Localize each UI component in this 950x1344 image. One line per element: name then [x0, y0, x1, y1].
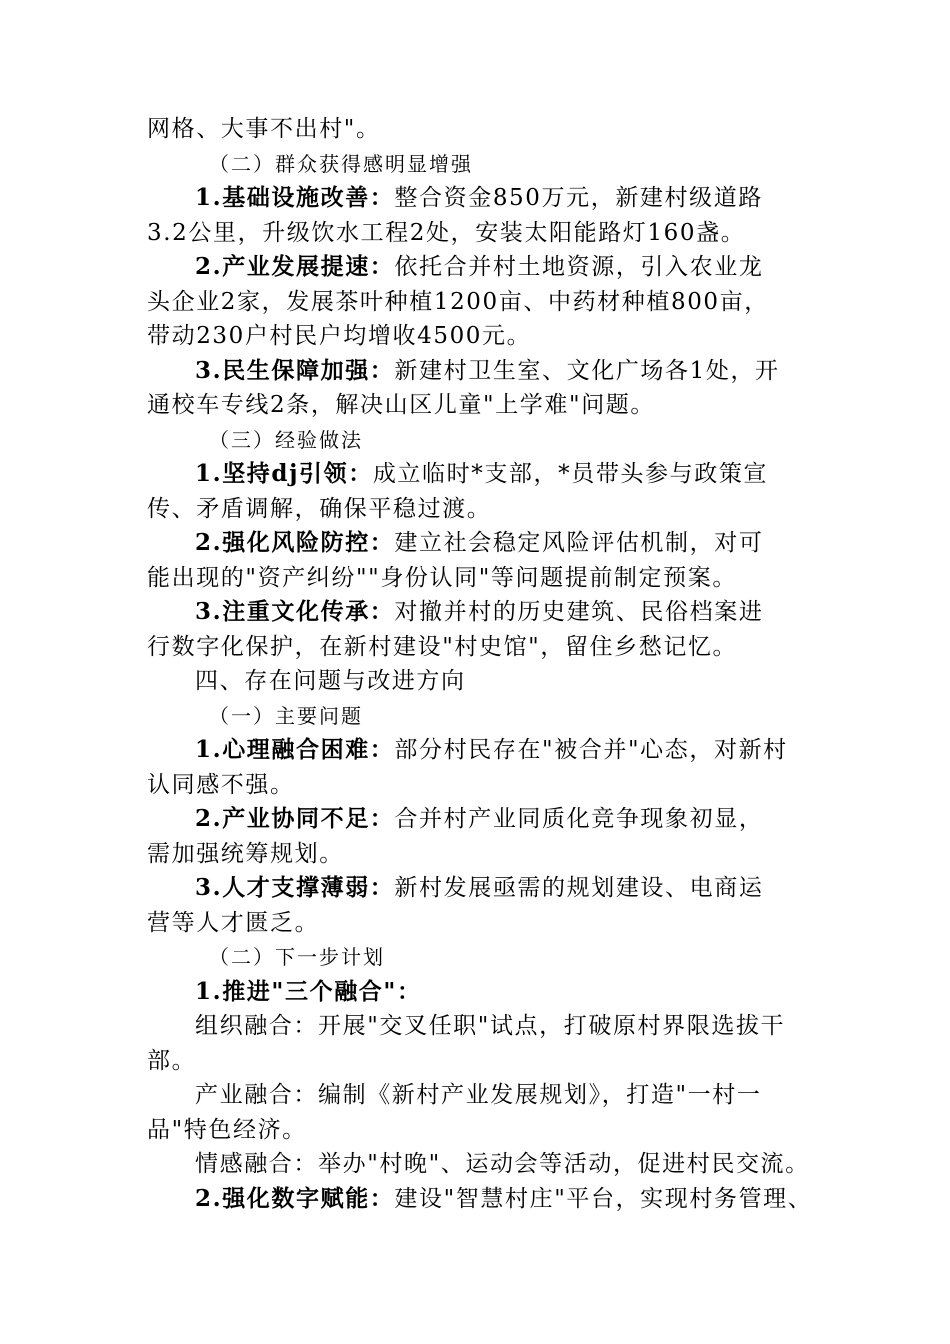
paragraph-line: 通校车专线2条，解决山区儿童"上学难"问题。 [147, 392, 655, 418]
item-text: 部分村民存在"被合并"心态，对新村 [394, 737, 788, 763]
paragraph-line: 传、矛盾调解，确保平稳过渡。 [147, 495, 492, 522]
item-title: 1.基础设施改善： [195, 184, 395, 211]
item-text: 新村发展亟需的规划建设、电商运 [394, 875, 764, 901]
paragraph-line: 认同感不强。 [147, 771, 295, 798]
paragraph-line: 头企业2家，发展茶叶种植1200亩、中药材种植800亩， [147, 288, 769, 315]
item-title: 2.产业发展提速： [195, 253, 395, 280]
paragraph-line: 行数字化保护，在新村建设"村史馆"，留住乡愁记忆。 [147, 633, 738, 660]
item-text: 新建村卫生室、文化广场各1处，开 [394, 357, 780, 384]
subsection-heading: （三）经验做法 [209, 427, 363, 452]
item-title: 1.心理融合困难： [195, 736, 395, 763]
subsection-heading: （二）群众获得感明显增强 [209, 151, 473, 176]
paragraph-line: 情感融合：举办"村晚"、运动会等活动，促进村民交流。 [195, 1151, 810, 1177]
paragraph-line: 网格、大事不出村"。 [147, 116, 381, 142]
item-title: 3.注重文化传承： [195, 598, 395, 625]
item-text: 成立临时*支部，*员带头参与政策宣 [372, 461, 769, 487]
section-heading: 四、存在问题与改进方向 [195, 668, 466, 694]
item-text: 建设"智慧村庄"平台，实现村务管理、 [394, 1185, 813, 1212]
item-text: 建立社会稳定风险评估机制，对可 [394, 530, 764, 556]
paragraph-line: 需加强统筹规划。 [147, 840, 344, 867]
paragraph-line [147, 595, 807, 630]
paragraph-line [147, 457, 807, 492]
paragraph-line: 产业融合：编制《新村产业发展规划》，打造"一村一 [195, 1082, 762, 1108]
item-title: 3.民生保障加强： [195, 356, 395, 384]
item-text: 依托合并村土地资源，引入农业龙 [394, 254, 764, 280]
item-title: 3.人才支撑薄弱： [195, 874, 395, 901]
paragraph-line [147, 181, 807, 216]
paragraph-line [147, 975, 807, 1010]
paragraph-line: 带动230户村民户均增收4500元。 [147, 323, 532, 349]
item-title: 1.推进"三个融合"： [195, 977, 422, 1005]
paragraph-line [147, 250, 807, 285]
paragraph-line [147, 802, 807, 837]
paragraph-line: 组织融合：开展"交叉任职"试点，打破原村界限选拔干 [195, 1013, 786, 1039]
item-title: 1.坚持dj引领： [195, 460, 373, 487]
paragraph-line: 品"特色经济。 [147, 1116, 307, 1143]
paragraph-line [147, 354, 807, 389]
paragraph-line: 部。 [147, 1047, 197, 1074]
paragraph-line [147, 1182, 813, 1217]
paragraph-line [147, 733, 807, 768]
item-text: 合并村产业同质化竞争现象初显， [394, 806, 764, 832]
item-title: 2.强化数字赋能： [195, 1184, 395, 1212]
paragraph-line: 营等人才匮乏。 [147, 909, 320, 936]
paragraph-line [147, 871, 807, 906]
document-page [147, 112, 813, 1216]
item-text: 整合资金850万元，新建村级道路 [394, 185, 763, 211]
subsection-heading: （一）主要问题 [209, 703, 363, 728]
paragraph-line [147, 526, 807, 561]
item-title: 2.产业协同不足： [195, 805, 395, 832]
item-text: 对撤并村的历史建筑、民俗档案进 [394, 599, 764, 625]
item-title: 2.强化风险防控： [195, 529, 395, 556]
paragraph-line: 能出现的"资产纠纷""身份认同"等问题提前制定预案。 [147, 564, 737, 591]
subsection-heading: （二）下一步计划 [209, 945, 385, 969]
paragraph-line: 3.2公里，升级饮水工程2处，安装太阳能路灯160盏。 [147, 219, 746, 246]
